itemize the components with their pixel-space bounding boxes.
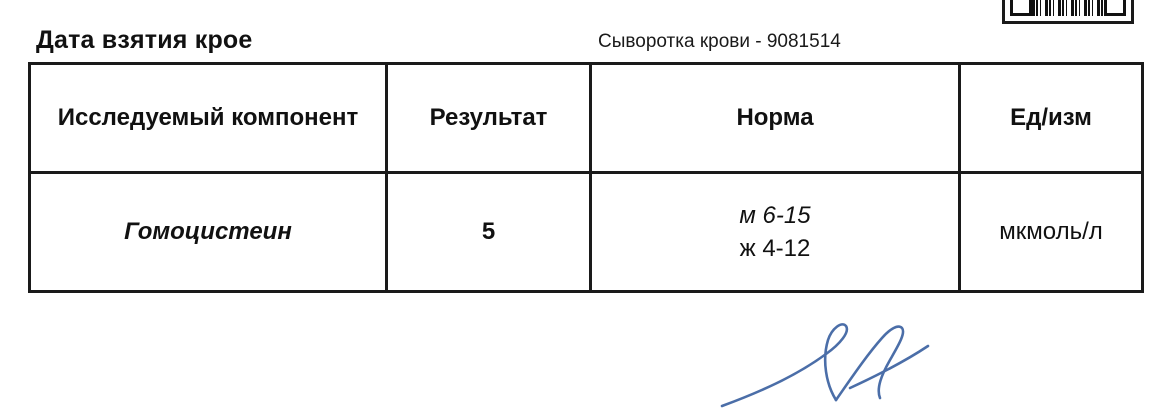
cell-unit-value: мкмоль/л — [960, 173, 1143, 292]
barcode-icon — [1002, 0, 1134, 24]
blood-draw-date-label: Дата взятия кроe — [36, 26, 253, 54]
table-body — [30, 173, 1143, 292]
column-header-component: Исследуемый компонент — [30, 64, 387, 173]
table-header-row — [30, 64, 1143, 173]
signature-icon — [700, 318, 1020, 408]
column-header-result: Результат — [387, 64, 591, 173]
barcode-finder-bottom-right — [1104, 0, 1126, 16]
cell-result-value: 5 — [387, 173, 591, 292]
column-header-norm: Норма — [591, 64, 960, 173]
report-header — [0, 26, 1170, 60]
sample-type-label: Сыворотка крови - 9081514 — [598, 31, 841, 52]
column-header-unit: Ед/изм — [960, 64, 1143, 173]
norm-female-range: ж 4-12 — [739, 235, 811, 262]
barcode-finder-bottom-left — [1010, 0, 1032, 16]
cell-norm-range — [591, 173, 960, 292]
results-table — [28, 62, 1144, 293]
table-row — [30, 173, 1143, 292]
table-header — [30, 64, 1143, 173]
cell-component-name: Гомоцистеин — [30, 173, 387, 292]
norm-male-range: м 6-15 — [739, 201, 811, 229]
